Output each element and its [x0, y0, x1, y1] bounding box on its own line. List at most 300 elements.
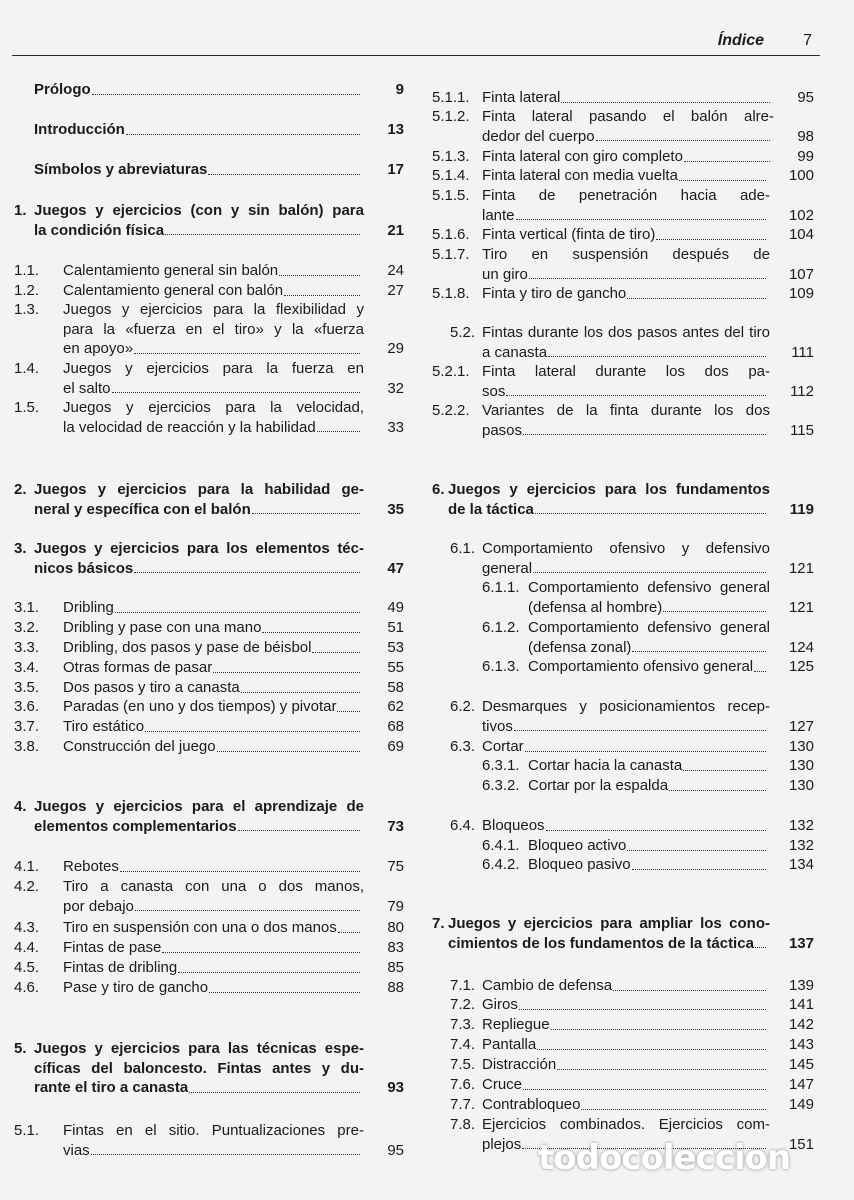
dot-leader: [663, 598, 766, 613]
toc-page-number: 88: [387, 979, 404, 996]
toc-entry-number: 5.2.1.: [432, 363, 470, 380]
toc-page-number: 62: [387, 698, 404, 715]
toc-entry: [14, 737, 404, 757]
toc-entry-title: (defensa al hombre): [528, 598, 663, 616]
toc-entry-title: Comportamiento defensivo general: [528, 619, 770, 636]
toc-entry-number: 7.4.: [450, 1036, 476, 1053]
toc-entry-title: Tiro estático: [63, 718, 145, 735]
toc-entry: [14, 598, 404, 618]
toc-entry: [432, 836, 814, 856]
toc-entry-number: 6.4.: [450, 817, 476, 834]
toc-entry: [432, 618, 814, 657]
toc-page-number: 51: [387, 619, 404, 636]
toc-entry-title: Cortar hacia la canasta: [528, 757, 683, 774]
dot-leader: [557, 1055, 766, 1070]
toc-entry: [432, 855, 814, 875]
toc-entry-title: sos: [482, 382, 506, 400]
toc-entry-number: 6.2.: [450, 698, 476, 715]
toc-page-number: 124: [788, 638, 814, 656]
toc-entry: [14, 658, 404, 678]
toc-entry-number: 3.: [14, 540, 27, 557]
dot-leader: [561, 88, 770, 103]
toc-entry-number: 7.6.: [450, 1076, 476, 1093]
toc-entry-title: Rebotes: [63, 858, 119, 875]
toc-entry: [432, 578, 814, 617]
toc-entry-number: 5.1.2.: [432, 108, 470, 125]
toc-entry-title: Finta de penetración hacia ade-: [482, 187, 770, 204]
toc-entry: [432, 480, 814, 519]
toc-entry-number: 6.1.3.: [482, 658, 520, 675]
dot-leader: [312, 638, 360, 653]
toc-entry-title: Juegos y ejercicios (con y sin balón) para: [34, 202, 364, 219]
toc-entry-title: Cortar por la espalda: [528, 777, 669, 794]
toc-page-number: 147: [788, 1076, 814, 1093]
toc-entry: [14, 938, 404, 958]
toc-page-number: 73: [387, 817, 404, 835]
toc-entry-title: Cruce: [482, 1076, 523, 1093]
toc-entry-title: por debajo: [63, 897, 134, 915]
header-page-number: 7: [803, 32, 812, 49]
dot-leader: [627, 836, 766, 851]
toc-entry: [14, 160, 404, 180]
dot-leader: [551, 1015, 766, 1030]
toc-entry: [432, 776, 814, 796]
toc-entry-title: Calentamiento general con balón: [63, 282, 284, 299]
toc-entry-number: 7.5.: [450, 1056, 476, 1073]
toc-page-number: 58: [387, 679, 404, 696]
dot-leader: [523, 421, 766, 436]
dot-leader: [596, 127, 770, 142]
toc-entry-title: Construcción del juego: [63, 738, 216, 755]
dot-leader: [516, 206, 766, 221]
toc-entry-title: Distracción: [482, 1056, 557, 1073]
toc-entry-title: Fintas durante los dos pasos antes del tiro: [482, 324, 770, 341]
dot-leader: [755, 934, 766, 949]
toc-entry: [432, 914, 814, 953]
dot-leader: [162, 938, 360, 953]
toc-entry: [432, 107, 814, 146]
toc-entry: [432, 1075, 814, 1095]
toc-entry-number: 6.4.2.: [482, 856, 520, 873]
toc-page-number: 125: [788, 658, 814, 675]
toc-entry-number: 5.2.2.: [432, 402, 470, 419]
toc-entry-number: 1.1.: [14, 262, 40, 279]
toc-entry-number: 1.5.: [14, 399, 40, 416]
toc-entry-title: la condición física: [34, 221, 165, 239]
toc-entry-number: 1.: [14, 202, 27, 219]
toc-entry-number: 1.2.: [14, 282, 40, 299]
toc-entry-number: 7.2.: [450, 996, 476, 1013]
toc-entry: [432, 362, 814, 401]
toc-entry-title: para la «fuerza en el tiro» y la «fuerza: [63, 320, 364, 338]
toc-page-number: 102: [788, 206, 814, 224]
toc-entry-number: 4.4.: [14, 939, 40, 956]
dot-leader: [317, 418, 360, 433]
toc-entry-number: 4.2.: [14, 878, 40, 895]
toc-page-number: 83: [387, 939, 404, 956]
dot-leader: [134, 559, 360, 574]
toc-page-number: 9: [395, 81, 404, 98]
toc-entry: [14, 638, 404, 658]
toc-page-number: 130: [788, 777, 814, 794]
toc-page-number: 141: [788, 996, 814, 1013]
toc-entry-number: 7.3.: [450, 1016, 476, 1033]
toc-page-number: 111: [791, 343, 814, 361]
dot-leader: [209, 978, 360, 993]
toc-entry-title: Bloqueo activo: [528, 837, 627, 854]
toc-entry: [432, 225, 814, 245]
toc-entry: [14, 717, 404, 737]
dot-leader: [656, 225, 766, 240]
toc-entry-number: 5.1.5.: [432, 187, 470, 204]
toc-entry-title: Pase y tiro de gancho: [63, 979, 209, 996]
dot-leader: [165, 221, 360, 236]
toc-entry: [14, 958, 404, 978]
toc-entry-title: Tiro en suspensión después de: [482, 246, 770, 263]
toc-entry: [14, 261, 404, 281]
header-rule: [12, 55, 820, 56]
toc-page-number: 100: [788, 167, 814, 184]
dot-leader: [548, 343, 766, 358]
toc-entry-title: Fintas en el sitio. Puntualizaciones pre-: [63, 1122, 364, 1139]
toc-entry-title: Paradas (en uno y dos tiempos) y pivotar: [63, 698, 337, 715]
toc-entry-number: 7.7.: [450, 1096, 476, 1113]
toc-entry-number: 3.4.: [14, 659, 40, 676]
toc-entry: [432, 323, 814, 362]
toc-entry-number: 6.1.2.: [482, 619, 520, 636]
toc-entry-title: Comportamiento ofensivo general: [528, 658, 754, 675]
toc-page-number: 47: [387, 559, 404, 577]
toc-entry-title: Juegos y ejercicios para la velocidad,: [63, 399, 364, 416]
toc-entry-title: Juegos y ejercicios para la flexibilidad y: [63, 301, 364, 318]
toc-entry: [432, 401, 814, 440]
toc-entry-title: Finta lateral con giro completo: [482, 148, 683, 165]
toc-page-number: 132: [788, 817, 814, 834]
toc-entry-title: Finta lateral con media vuelta: [482, 167, 678, 184]
toc-entry: [432, 1095, 814, 1115]
toc-entry: [432, 976, 814, 996]
dot-leader: [338, 918, 360, 933]
toc-entry-title: Finta vertical (finta de tiro): [482, 226, 656, 243]
toc-entry-title: neral y específica con el balón: [34, 500, 251, 518]
dot-leader: [91, 1141, 360, 1156]
toc-entry: [432, 166, 814, 186]
dot-leader: [189, 1078, 360, 1093]
toc-entry-title: la velocidad de reacción y la habilidad: [63, 418, 316, 436]
toc-page-number: 121: [788, 559, 814, 577]
toc-entry-title: Dos pasos y tiro a canasta: [63, 679, 240, 696]
toc-entry-title: nicos básicos: [34, 559, 134, 577]
toc-page-number: 107: [788, 265, 814, 283]
toc-entry-number: 5.1.: [14, 1122, 40, 1139]
toc-entry: [14, 120, 404, 140]
toc-page-number: 119: [789, 500, 814, 518]
toc-page-number: 104: [788, 226, 814, 243]
toc-entry-title: Calentamiento general sin balón: [63, 262, 279, 279]
toc-page-number: 130: [788, 757, 814, 774]
toc-entry-number: 7.8.: [450, 1116, 476, 1133]
toc-page-number: 95: [387, 1141, 404, 1159]
header-title: Índice: [717, 32, 764, 49]
toc-entry-title: rante el tiro a canasta: [34, 1079, 189, 1097]
dot-leader: [627, 284, 766, 299]
toc-entry-title: Finta y tiro de gancho: [482, 285, 627, 302]
toc-entry-title: Finta lateral durante los dos pa-: [482, 363, 770, 380]
toc-entry: [14, 359, 404, 398]
toc-entry: [432, 88, 814, 108]
toc-entry-title: Juegos y ejercicios para el aprendizaje de: [34, 798, 364, 815]
toc-entry: [14, 978, 404, 998]
dot-leader: [506, 382, 766, 397]
toc-entry: [14, 300, 404, 359]
toc-page-number: 115: [790, 421, 814, 439]
toc-entry-number: 6.1.: [450, 540, 476, 557]
toc-entry: [14, 201, 404, 240]
dot-leader: [178, 958, 360, 973]
toc-entry: [432, 816, 814, 836]
toc-entry: [14, 797, 404, 836]
toc-page-number: 29: [387, 340, 404, 358]
watermark-logo: todocoleccion: [538, 1138, 791, 1178]
toc-page-number: 112: [790, 382, 814, 400]
toc-entry: [432, 1035, 814, 1055]
toc-entry: [432, 245, 814, 284]
dot-leader: [115, 598, 360, 613]
toc-entry-number: 5.1.6.: [432, 226, 470, 243]
toc-entry-title: Bloqueos: [482, 817, 545, 834]
toc-page-number: 79: [387, 897, 404, 915]
toc-entry-title: Juegos y ejercicios para la fuerza en: [63, 360, 364, 377]
toc-entry: [432, 657, 814, 677]
toc-entry-number: 6.3.2.: [482, 777, 520, 794]
toc-page-number: 99: [797, 148, 814, 165]
toc-entry: [14, 618, 404, 638]
toc-entry-title: general: [482, 559, 533, 577]
toc-entry-number: 2.: [14, 481, 27, 498]
toc-entry: [432, 1015, 814, 1035]
toc-entry-title: pasos: [482, 421, 523, 439]
toc-entry: [14, 918, 404, 938]
toc-entry: [14, 678, 404, 698]
toc-page-number: 95: [797, 89, 814, 106]
toc-page-number: 53: [387, 639, 404, 656]
toc-entry-title: Finta lateral: [482, 89, 561, 106]
toc-entry: [14, 480, 404, 519]
dot-leader: [135, 897, 360, 912]
toc-entry: [14, 281, 404, 301]
toc-entry-number: 5.: [14, 1040, 27, 1057]
toc-entry: [432, 697, 814, 736]
toc-page-number: 13: [387, 121, 404, 138]
toc-page-number: 143: [788, 1036, 814, 1053]
toc-entry-title: Dribling, dos pasos y pase de béisbol: [63, 639, 312, 656]
dot-leader: [523, 1075, 766, 1090]
toc-entry: [14, 80, 404, 100]
toc-entry-title: Comportamiento defensivo general: [528, 579, 770, 596]
toc-entry: [432, 186, 814, 225]
toc-entry-title: Cambio de defensa: [482, 977, 613, 994]
toc-entry-title: Juegos y ejercicios para la habilidad ge-: [34, 481, 364, 498]
toc-entry-title: Giros: [482, 996, 518, 1013]
toc-entry-title: dedor del cuerpo: [482, 127, 595, 145]
toc-entry-title: Variantes de la finta durante los dos: [482, 402, 770, 419]
toc-entry-title: Tiro a canasta con una o dos manos,: [63, 878, 364, 895]
dot-leader: [238, 817, 360, 832]
dot-leader: [145, 717, 360, 732]
toc-page-number: 35: [387, 500, 404, 518]
toc-page-number: 24: [387, 262, 404, 279]
dot-leader: [613, 976, 766, 991]
toc-page-number: 145: [788, 1056, 814, 1073]
dot-leader: [525, 737, 766, 752]
toc-entry: [432, 284, 814, 304]
toc-entry-title: Dribling y pase con una mano: [63, 619, 262, 636]
toc-page-number: 139: [788, 977, 814, 994]
toc-page-number: 17: [387, 161, 404, 178]
toc-entry: [432, 737, 814, 757]
dot-leader: [284, 281, 360, 296]
toc-page-number: 151: [788, 1135, 814, 1153]
toc-page-number: 98: [797, 127, 814, 145]
dot-leader: [92, 80, 360, 95]
toc-page-number: 134: [788, 856, 814, 873]
toc-entry-number: 4.5.: [14, 959, 40, 976]
toc-entry-number: 6.1.1.: [482, 579, 520, 596]
toc-page-number: 137: [788, 934, 814, 952]
toc-entry-title: Tiro en suspensión con una o dos manos: [63, 919, 337, 936]
toc-entry-number: 5.1.8.: [432, 285, 470, 302]
toc-entry-title: Dribling: [63, 599, 114, 616]
dot-leader: [112, 379, 360, 394]
toc-page-number: 121: [788, 598, 814, 616]
dot-leader: [213, 658, 360, 673]
dot-leader: [683, 756, 766, 771]
toc-page-number: 142: [788, 1016, 814, 1033]
toc-entry-title: Cortar: [482, 738, 524, 755]
dot-leader: [581, 1095, 766, 1110]
toc-entry-number: 5.1.1.: [432, 89, 470, 106]
toc-entry-title: Otras formas de pasar: [63, 659, 213, 676]
dot-leader: [208, 160, 360, 175]
toc-page-number: 27: [387, 282, 404, 299]
toc-entry-number: 6.: [432, 481, 445, 498]
dot-leader: [632, 638, 766, 653]
toc-entry-number: 6.4.1.: [482, 837, 520, 854]
toc-entry-number: 3.8.: [14, 738, 40, 755]
toc-entry-title: Prólogo: [34, 81, 91, 98]
toc-entry-title: Juegos y ejercicios para los elementos téc-: [34, 540, 364, 557]
toc-entry-number: 3.3.: [14, 639, 40, 656]
toc-entry-title: Finta lateral pasando el balón alre-: [482, 108, 774, 125]
dot-leader: [241, 678, 360, 693]
toc-entry-title: Ejercicios combinados. Ejercicios com-: [482, 1116, 770, 1133]
toc-entry-title: Bloqueo pasivo: [528, 856, 631, 873]
dot-leader: [546, 816, 766, 831]
running-header: [12, 30, 842, 56]
toc-entry-title: Fintas de pase: [63, 939, 162, 956]
dot-leader: [279, 261, 360, 276]
toc-entry: [14, 398, 404, 437]
toc-page-number: 33: [387, 418, 404, 436]
dot-leader: [632, 855, 766, 870]
dot-leader: [754, 657, 766, 672]
toc-entry-title: Contrabloqueo: [482, 1096, 581, 1113]
dot-leader: [529, 265, 766, 280]
toc-entry-number: 6.3.: [450, 738, 476, 755]
toc-entry-number: 1.3.: [14, 301, 40, 318]
dot-leader: [126, 120, 360, 135]
toc-entry-title: Símbolos y abreviaturas: [34, 161, 208, 178]
toc-entry: [14, 539, 404, 578]
toc-page-number: 127: [788, 717, 814, 735]
toc-page-number: 109: [788, 285, 814, 302]
toc-entry-title: Comportamiento ofensivo y defensivo: [482, 540, 770, 557]
toc-entry-number: 1.4.: [14, 360, 40, 377]
toc-entry-title: el salto: [63, 379, 111, 397]
toc-entry-number: 7.1.: [450, 977, 476, 994]
toc-entry: [432, 756, 814, 776]
dot-leader: [684, 147, 770, 162]
toc-page-number: 80: [387, 919, 404, 936]
dot-leader: [262, 618, 360, 633]
dot-leader: [669, 776, 766, 791]
toc-entry-title: un giro: [482, 265, 528, 283]
toc-entry-title: Fintas de dribling: [63, 959, 178, 976]
toc-entry-number: 4.1.: [14, 858, 40, 875]
toc-entry-title: Juegos y ejercicios para ampliar los cono-: [448, 915, 770, 932]
toc-entry-number: 5.1.3.: [432, 148, 470, 165]
toc-entry-title: cimientos de los fundamentos de la táctica: [448, 934, 754, 952]
dot-leader: [120, 857, 360, 872]
dot-leader: [537, 1035, 766, 1050]
dot-leader: [134, 339, 360, 354]
dot-leader: [533, 559, 766, 574]
toc-entry-number: 3.7.: [14, 718, 40, 735]
toc-entry-number: 4.6.: [14, 979, 40, 996]
toc-entry-title: Introducción: [34, 121, 125, 138]
dot-leader: [679, 166, 766, 181]
toc-entry: [432, 995, 814, 1015]
toc-entry-title: vias: [63, 1141, 90, 1159]
toc-entry: [14, 1039, 404, 1098]
toc-page-number: 130: [788, 738, 814, 755]
toc-entry-title: cíficas del baloncesto. Fintas antes y du-: [34, 1059, 364, 1077]
toc-entry: [432, 1055, 814, 1075]
dot-leader: [252, 500, 360, 515]
toc-entry-title: a canasta: [482, 343, 548, 361]
toc-entry-title: (defensa zonal): [528, 638, 632, 656]
toc-entry-number: 3.2.: [14, 619, 40, 636]
dot-leader: [519, 995, 766, 1010]
toc-entry-number: 7.: [432, 915, 445, 932]
toc-page-number: 93: [387, 1079, 404, 1097]
toc-page-number: 68: [387, 718, 404, 735]
toc-entry-title: plejos: [482, 1135, 522, 1153]
toc-entry-title: Juegos y ejercicios para los fundamentos: [448, 481, 770, 498]
toc-entry-number: 5.1.4.: [432, 167, 470, 184]
toc-entry-number: 6.3.1.: [482, 757, 520, 774]
toc-entry-title: en apoyo»: [63, 340, 134, 358]
dot-leader: [514, 717, 766, 732]
toc-entry-number: 3.1.: [14, 599, 40, 616]
toc-entry: [14, 697, 404, 717]
toc-entry-number: 5.2.: [450, 324, 476, 341]
dot-leader: [217, 737, 360, 752]
toc-entry-number: 3.5.: [14, 679, 40, 696]
toc-entry-title: de la táctica: [448, 500, 534, 518]
toc-entry: [14, 1121, 404, 1160]
toc-page-number: 32: [387, 379, 404, 397]
